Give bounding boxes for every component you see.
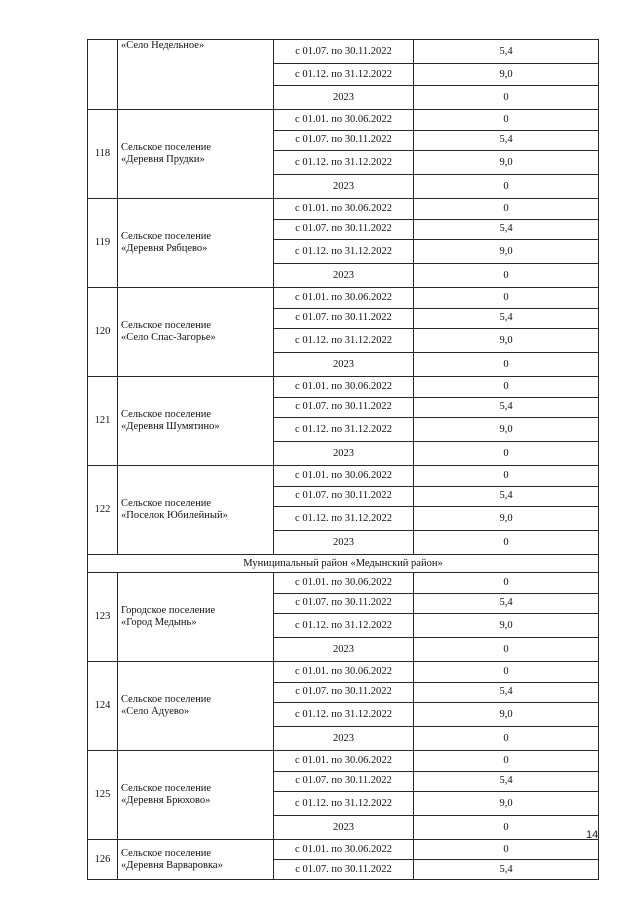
- rate-cell: 0: [414, 288, 599, 309]
- table-row: [88, 662, 599, 683]
- period-cell: 2023: [274, 264, 414, 288]
- rate-cell: 0: [414, 264, 599, 288]
- period-cell: 2023: [274, 175, 414, 199]
- row-number: 121: [88, 377, 118, 466]
- period-cell: с 01.01. по 30.06.2022: [274, 751, 414, 772]
- rate-cell: 0: [414, 110, 599, 131]
- table-row: [88, 110, 599, 131]
- rate-cell: 9,0: [414, 329, 599, 353]
- rate-cell: 0: [414, 466, 599, 487]
- table-row: [88, 288, 599, 309]
- rate-cell: 5,4: [414, 130, 599, 151]
- settlement-name: Сельское поселение «Поселок Юбилейный»: [118, 466, 274, 555]
- row-number: 120: [88, 288, 118, 377]
- period-cell: с 01.01. по 30.06.2022: [274, 199, 414, 220]
- rates-table: [87, 39, 599, 880]
- table-row: [88, 40, 599, 64]
- period-cell: с 01.07. по 30.11.2022: [274, 40, 414, 64]
- row-number: 122: [88, 466, 118, 555]
- rate-cell: 5,4: [414, 397, 599, 418]
- rate-cell: 9,0: [414, 792, 599, 816]
- rate-cell: 5,4: [414, 486, 599, 507]
- row-number: 123: [88, 573, 118, 662]
- rate-cell: 0: [414, 86, 599, 110]
- period-cell: с 01.12. по 31.12.2022: [274, 64, 414, 86]
- rate-cell: 5,4: [414, 40, 599, 64]
- row-number: 125: [88, 751, 118, 840]
- period-cell: с 01.07. по 30.11.2022: [274, 593, 414, 614]
- period-cell: 2023: [274, 816, 414, 840]
- period-cell: с 01.07. по 30.11.2022: [274, 397, 414, 418]
- period-cell: с 01.07. по 30.11.2022: [274, 219, 414, 240]
- rate-cell: 9,0: [414, 64, 599, 86]
- rate-cell: 0: [414, 727, 599, 751]
- rate-cell: 0: [414, 816, 599, 840]
- period-cell: 2023: [274, 353, 414, 377]
- period-cell: с 01.01. по 30.06.2022: [274, 377, 414, 398]
- period-cell: 2023: [274, 727, 414, 751]
- rate-cell: 5,4: [414, 682, 599, 703]
- table-row: [88, 466, 599, 487]
- settlement-name: Городское поселение «Город Медынь»: [118, 573, 274, 662]
- rate-cell: 0: [414, 442, 599, 466]
- settlement-name: Сельское поселение «Село Адуево»: [118, 662, 274, 751]
- period-cell: с 01.01. по 30.06.2022: [274, 840, 414, 860]
- settlement-name: Сельское поселение «Деревня Варваровка»: [118, 840, 274, 880]
- settlement-name: Сельское поселение «Деревня Прудки»: [118, 110, 274, 199]
- period-cell: с 01.07. по 30.11.2022: [274, 682, 414, 703]
- period-cell: с 01.07. по 30.11.2022: [274, 486, 414, 507]
- table-row: [88, 199, 599, 220]
- period-cell: с 01.12. по 31.12.2022: [274, 792, 414, 816]
- rate-cell: 5,4: [414, 219, 599, 240]
- period-cell: 2023: [274, 442, 414, 466]
- period-cell: с 01.01. по 30.06.2022: [274, 662, 414, 683]
- district-title: Муниципальный район «Медынский район»: [88, 555, 599, 573]
- period-cell: с 01.01. по 30.06.2022: [274, 466, 414, 487]
- period-cell: с 01.01. по 30.06.2022: [274, 110, 414, 131]
- rate-cell: 5,4: [414, 860, 599, 880]
- period-cell: с 01.07. по 30.11.2022: [274, 771, 414, 792]
- period-cell: с 01.12. по 31.12.2022: [274, 151, 414, 175]
- district-header-row: [88, 555, 599, 573]
- row-number: 124: [88, 662, 118, 751]
- rate-cell: 9,0: [414, 703, 599, 727]
- period-cell: с 01.12. по 31.12.2022: [274, 703, 414, 727]
- settlement-name: Сельское поселение «Деревня Брюхово»: [118, 751, 274, 840]
- rate-cell: 9,0: [414, 240, 599, 264]
- settlement-name: Сельское поселение «Село Спас-Загорье»: [118, 288, 274, 377]
- period-cell: 2023: [274, 86, 414, 110]
- period-cell: с 01.07. по 30.11.2022: [274, 130, 414, 151]
- period-cell: 2023: [274, 638, 414, 662]
- rate-cell: 0: [414, 751, 599, 772]
- row-number: [88, 40, 118, 110]
- row-number: 126: [88, 840, 118, 880]
- period-cell: с 01.07. по 30.11.2022: [274, 860, 414, 880]
- rate-cell: 0: [414, 573, 599, 594]
- rate-cell: 0: [414, 638, 599, 662]
- table-row: [88, 573, 599, 594]
- table-row: [88, 377, 599, 398]
- settlement-name: Сельское поселение «Деревня Шумятино»: [118, 377, 274, 466]
- row-number: 118: [88, 110, 118, 199]
- rate-cell: 5,4: [414, 593, 599, 614]
- period-cell: 2023: [274, 531, 414, 555]
- rate-cell: 0: [414, 353, 599, 377]
- period-cell: с 01.12. по 31.12.2022: [274, 240, 414, 264]
- rate-cell: 9,0: [414, 507, 599, 531]
- rate-cell: 0: [414, 377, 599, 398]
- rate-cell: 5,4: [414, 771, 599, 792]
- period-cell: с 01.12. по 31.12.2022: [274, 329, 414, 353]
- table-row: [88, 840, 599, 860]
- rate-cell: 9,0: [414, 418, 599, 442]
- period-cell: с 01.12. по 31.12.2022: [274, 418, 414, 442]
- row-number: 119: [88, 199, 118, 288]
- period-cell: с 01.01. по 30.06.2022: [274, 573, 414, 594]
- period-cell: с 01.12. по 31.12.2022: [274, 507, 414, 531]
- rate-cell: 0: [414, 199, 599, 220]
- settlement-name: «Село Недельное»: [118, 40, 274, 110]
- rate-cell: 0: [414, 662, 599, 683]
- table-row: [88, 751, 599, 772]
- rate-cell: 5,4: [414, 308, 599, 329]
- period-cell: с 01.01. по 30.06.2022: [274, 288, 414, 309]
- rate-cell: 9,0: [414, 614, 599, 638]
- period-cell: с 01.07. по 30.11.2022: [274, 308, 414, 329]
- rates-table-body: [88, 40, 599, 880]
- rate-cell: 9,0: [414, 151, 599, 175]
- period-cell: с 01.12. по 31.12.2022: [274, 614, 414, 638]
- settlement-name: Сельское поселение «Деревня Рябцево»: [118, 199, 274, 288]
- rate-cell: 0: [414, 840, 599, 860]
- rate-cell: 0: [414, 175, 599, 199]
- page-number: 14: [586, 829, 599, 841]
- rate-cell: 0: [414, 531, 599, 555]
